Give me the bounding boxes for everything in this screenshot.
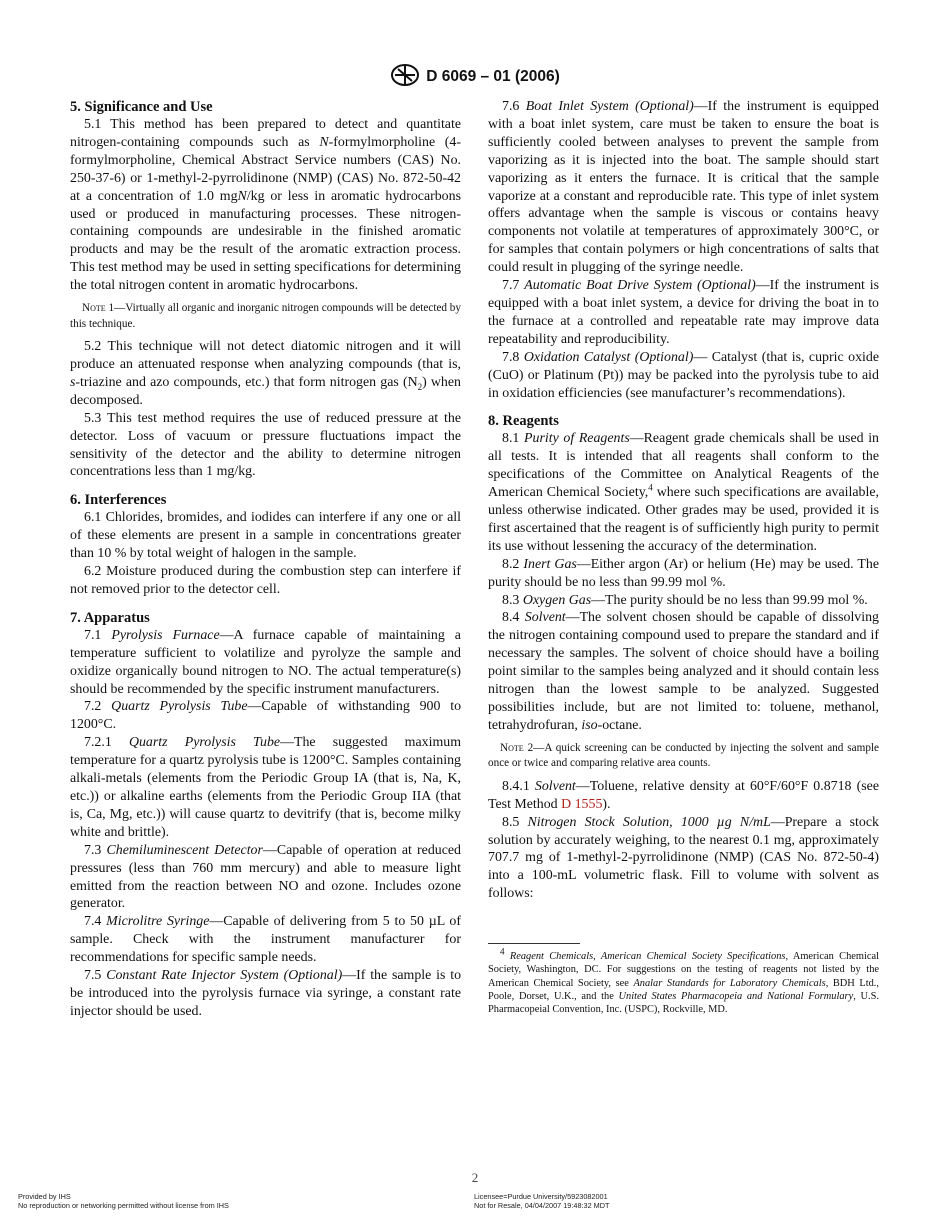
footer-right: Licensee=Purdue University/5923082001 Not for Resale, 04/04/2007 19:48:32 MDT [474,1192,610,1210]
section-7-heading: 7. Apparatus [70,609,150,626]
para-8-2: 8.2 Inert Gas—Either argon (Ar) or helium (He) may be used. The purity should be no less than 99.99 mol %. [488,556,879,590]
para-6-2: 6.2 Moisture produced during the combustion step can interfere if not removed prior to the detector cell. [70,564,461,597]
para-8-1: 8.1 Purity of Reagents—Reagent grade chemicals shall be used in all tests. It is intended that all reagents shall conform to the specifications of the Committee on Analytical Reagents of the American Chemical Society,$^4$ where such specifications are available, unless otherwise indicated. Other grades may be used, provided it is first ascertained that the reagent is of sufficiently high purity to permit its use without lessening the accuracy of the determination. [488,431,880,554]
para-7-4: 7.4 Microlitre Syringe—Capable of delivering from 5 to 50 µL of sample. Check with the instrument manufacturer for recommendations for specific sample needs. [70,914,461,966]
astm-logo-icon [390,64,420,86]
left-column [70,98,461,1021]
note-1: Note 1—Virtually all organic and inorganic nitrogen compounds will be detected by this technique. [70,302,461,330]
para-8-4-1: 8.4.1 Solvent—Toluene, relative density at 60°F/60°F 0.8718 (see Test Method D 1555). [488,778,879,812]
para-8-4: 8.4 Solvent—The solvent chosen should be capable of dissolving the nitrogen containing compound used to prepare the standard and if necessary the samples. The solvent of choice should have a boiling point similar to the samples being analyzed and it should contain less nitrogen than the lowest sample to be analyzed. Suggested possibilities include, but are not limited to: toluene, methanol, tetrahydrofuran, iso-octane. [488,610,879,733]
footnote-4: $^4$ Reagent Chemicals, American Chemical Society Specifications, American Chemical Society, Washington, DC. For suggestions on the testing of reagents not listed by the American Chemical Society, see Analar Standards for Laboratory Chemicals, BDH Ltd., Poole, Dorset, U.K., and the United States Pharmacopeia and National Formulary, U.S. Pharmacopeial Convention, Inc. (USPC), Rockville, MD. [488,946,879,1016]
para-8-3: 8.3 Oxygen Gas—The purity should be no less than 99.99 mol %. [502,592,868,608]
para-8-5: 8.5 Nitrogen Stock Solution, 1000 µg N/mL—Prepare a stock solution by accurately weighing, to the nearest 0.1 mg, approximately 707.7 mg of 1-methyl-2-pyrrolidinone (NMP) (CAS No. 872-50-4) into a 100-mL volumetric flask. Fill to volume with solvent as follows: [488,814,879,902]
page-header [0,64,950,86]
para-7-2: 7.2 Quartz Pyrolysis Tube—Capable of withstanding 900 to 1200°C. [70,699,462,733]
note-2: Note 2—A quick screening can be conducted by injecting the solvent and sample once or twice and comparing relative area counts. [488,741,879,770]
para-5-2: 5.2 This technique will not detect diatomic nitrogen and it will produce an attenuated response when analyzing compounds (that is, s-triazine and azo compounds, etc.) that form nitrogen gas $(N_2)$ when decomposed. [70,339,461,408]
para-6-1: 6.1 Chlorides, bromides, and iodides can interfere if any one or all of these elements are present in a sample in concentrations greater than 10 % by total weight of halogen in the sample. [70,510,461,562]
section-8-heading: 8. Reagents [488,413,559,430]
para-7-1: 7.1 Pyrolysis Furnace—A furnace capable of maintaining a temperature sufficient to volatilize and pyrolyze the sample and oxidize organically bound nitrogen to NO. The actual temperature(s) should be recommended by the specific instrument manufacturers. [70,627,461,697]
footnote-rule [488,943,580,944]
right-column [488,98,879,1017]
para-5-3: 5.3 This test method requires the use of reduced pressure at the detector. Loss of vacuum or pressure fluctuations impact the sensitivity of the detector and the ability to determine nitrogen concentrations less than 1 mg/kg. [70,410,461,480]
d1555-link[interactable]: D 1555 [561,796,603,812]
designation: D 6069 – 01 (2006) [426,68,560,85]
para-5-1: 5.1 This method has been prepared to detect and quantitate nitrogen-containing compounds such as N-formylmorpholine (4-formylmorpholine, Chemical Abstract Service numbers (CAS) No. 250-37-6) or 1-methyl-2-pyrrolidinone (NMP) (CAS) No. 872-50-42 at a concentration of 1.0 mgN/kg or less in aromatic hydrocarbons used or produced in manufacturing processes. These nitrogen-containing compounds are undesirable in the finished aromatic products and may be the result of the aromatic extraction process. This test method may be used in setting specifications for determining the total nitrogen content in aromatic hydrocarbons. [70,117,461,294]
para-7-2-1: 7.2.1 Quartz Pyrolysis Tube—The suggested maximum temperature for a quartz pyrolysis tube is 1200°C. Samples containing alkali-metals (elements from the Periodic Group IA (that is, Na, K, etc.)) or alkaline earths (elements from the Periodic Group IIA (that is, Ca, Mg, etc.)) will cause quartz to devitrify (that is, become milky white and brittle). [70,735,462,840]
page-number: 2 [471,1170,479,1185]
para-7-8: 7.8 Oxidation Catalyst (Optional)— Catalyst (that is, cupric oxide (CuO) or Platinum (Pt)) may be packed into the pyrolysis tube to aid in oxidation efficiencies (see manufacturer’s recommendations). [488,349,879,401]
section-6-heading: 6. Interferences [70,492,167,509]
para-7-5: 7.5 Constant Rate Injector System (Optional)—If the sample is to be introduced into the pyrolysis furnace via syringe, a constant rate injector should be used. [70,968,462,1019]
para-7-7: 7.7 Automatic Boat Drive System (Optional)—If the instrument is equipped with a boat inlet system, a device for driving the boat in to the furnace at a controlled and repeatable rate may improve data repeatability and reproducibility. [488,278,879,347]
section-5-heading: 5. Significance and Use [70,99,213,115]
para-7-3: 7.3 Chemiluminescent Detector—Capable of operation at reduced pressures (less than 760 mm mercury) and able to measure light emitted from the reaction between NO and ozone. Includes ozone generator. [70,842,461,912]
footer-left: Provided by IHS No reproduction or networking permitted without license from IHS [18,1192,229,1210]
para-7-6: 7.6 Boat Inlet System (Optional)—If the instrument is equipped with a boat inlet system, care must be taken to ensure the boat is sufficiently cooled between analyses to prevent the sample from vaporizing as it is injected into the boat. The sample should start vaporizing as it enters the furnace. It is critical that the sample vaporize at a constant and reproducible rate. This type of inlet system offers advantage when the sample is viscous or contains heavy components not volatile at temperatures of approximately 300°C, or for samples that contain polymers or high concentrations of salts that could result in plugging of the syringe needle. [488,99,879,276]
